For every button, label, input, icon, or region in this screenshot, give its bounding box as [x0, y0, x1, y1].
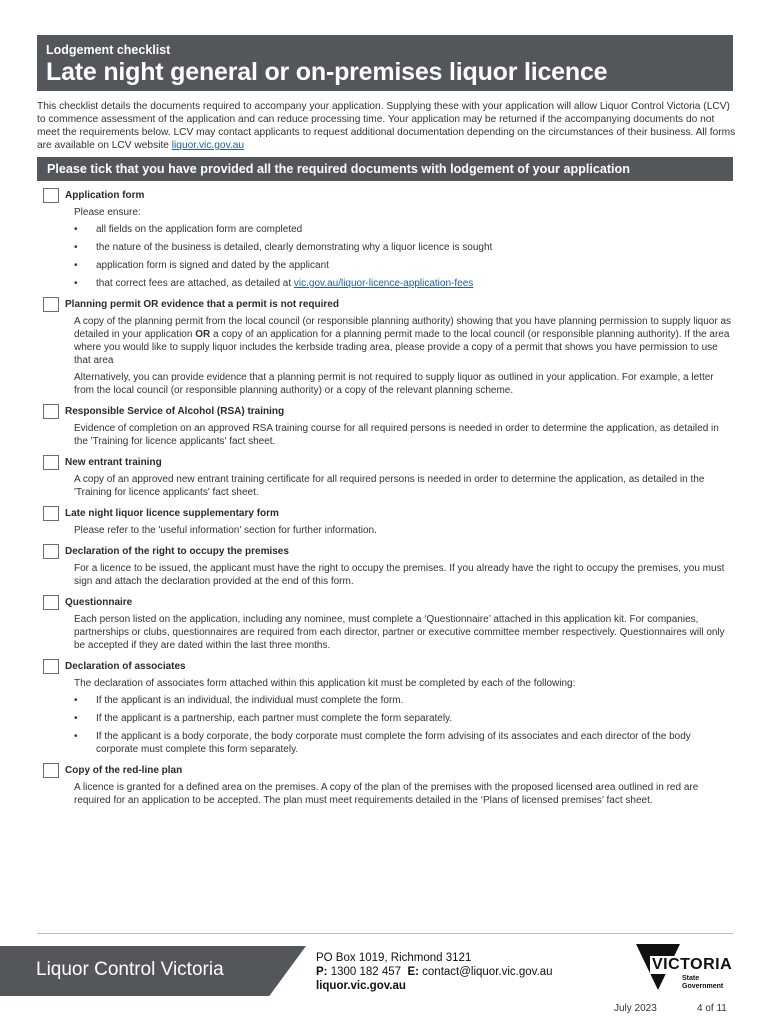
bullet-item: • application form is signed and dated by the applicant: [74, 259, 735, 272]
bullet-list: [74, 223, 735, 290]
logo-sub-line: Government: [682, 983, 724, 990]
checklist-item-paragraph: A copy of an approved new entrant training certificate for all required persons is needed in order to determine the application, as detailed in the 'Training for licence applicants' fact sheet.: [74, 474, 705, 498]
checklist-item-title: Declaration of associates: [65, 661, 186, 672]
footer-phone-email: [316, 965, 553, 979]
or-emphasis: OR: [195, 329, 211, 340]
checklist-item-title: New entrant training: [65, 457, 162, 468]
checklist-item-title: Late night liquor licence supplementary form: [65, 508, 279, 519]
document-date: July 2023: [614, 1003, 657, 1014]
checklist: [43, 188, 735, 814]
paragraph-text: A copy of the planning permit from the local council (or responsible planning authority) showing that you have planning permission to supply liquor as detailed in your application: [74, 316, 732, 340]
checklist-item-supplementary-form: [43, 506, 735, 537]
checklist-item-paragraph: A licence is granted for a defined area on the premises. A copy of the plan of the premises with the proposed licensed area outlined in red are required for an application to be accepted. The plan must meet requirements detailed in the ‘Plans of licensed premises’ fact sheet.: [74, 782, 699, 806]
logo-subtext: [682, 975, 723, 991]
checklist-item-red-line-plan: [43, 763, 735, 807]
checklist-item-questionnaire: [43, 595, 735, 652]
footer-divider: [37, 933, 733, 934]
paragraph-text: a copy of an application for a planning permit made to the local council (or responsible planning authority). If the area where you would like to supply liquor includes the kerbside trading area, please provide a copy of a permit that shows you have permission to use that area: [74, 329, 730, 366]
intro-text: This checklist details the documents required to accompany your application. Supplying these with your application will allow Liquor Control Victoria (LCV) to commence assessment of the application and can reduce processing time. Your application may be returned if the accompanying documents do not meet the requirements below. LCV may contact applicants to request additional documentation depending on the circumstances of their business. All forms are available on LCV website: [37, 101, 736, 151]
checklist-item-body: [65, 562, 735, 588]
page-number: 4 of 11: [697, 1003, 727, 1014]
right-to-occupy-checkbox[interactable]: [43, 544, 59, 559]
new-entrant-training-checkbox[interactable]: [43, 455, 59, 470]
logo-word: VICTORIA: [652, 956, 733, 973]
checklist-item-declaration-of-associates: [43, 659, 735, 756]
bullet-item: • If the applicant is a partnership, each partner must complete the form separately.: [74, 712, 735, 725]
checklist-item-lead: Please ensure:: [74, 207, 141, 218]
checklist-item-body: [65, 315, 735, 397]
checklist-item-body: [65, 473, 735, 499]
bullet-item: • If the applicant is an individual, the individual must complete the form.: [74, 694, 735, 707]
checklist-item-paragraph: Please refer to the 'useful information' section for further information.: [74, 525, 377, 536]
page-title: Late night general or on-premises liquor licence: [46, 58, 608, 86]
checklist-item-paragraph: Evidence of completion on an approved RSA training course for all required persons is needed in order to determine the application, as detailed in the 'Training for licence applicants' fact sheet.: [74, 423, 719, 447]
checklist-item-body: [65, 781, 735, 807]
red-line-plan-checkbox[interactable]: [43, 763, 59, 778]
checklist-item-body: [65, 524, 735, 537]
email-label: E:: [407, 966, 419, 978]
footer-address: PO Box 1019, Richmond 3121: [316, 952, 472, 964]
checklist-item-body: [65, 422, 735, 448]
document-header: [37, 35, 733, 91]
checklist-item-title: Questionnaire: [65, 597, 133, 608]
questionnaire-checkbox[interactable]: [43, 595, 59, 610]
website-text[interactable]: liquor.vic.gov.au: [316, 980, 406, 992]
rsa-training-checkbox[interactable]: [43, 404, 59, 419]
checklist-item-title: Application form: [65, 190, 145, 201]
bullet-item: • the nature of the business is detailed, clearly demonstrating why a liquor licence is sought: [74, 241, 735, 254]
checklist-item-rsa-training: [43, 404, 735, 448]
bullet-item: • all fields on the application form are completed: [74, 223, 735, 236]
checklist-item-application-form: [43, 188, 735, 290]
checklist-item-paragraph: [74, 315, 735, 367]
checklist-item-body: [65, 677, 735, 756]
instruction-bar: Please tick that you have provided all the required documents with lodgement of your application: [37, 157, 733, 181]
checklist-item-planning-permit: [43, 297, 735, 397]
checklist-item-lead: The declaration of associates form attached within this application kit must be completed by each of the following:: [74, 678, 576, 689]
bullet-text: that correct fees are attached, as detailed at: [96, 278, 294, 289]
checklist-item-new-entrant-training: [43, 455, 735, 499]
supplementary-form-checkbox[interactable]: [43, 506, 59, 521]
footer-contact: [316, 951, 553, 993]
checklist-item-title: Declaration of the right to occupy the premises: [65, 546, 289, 557]
checklist-item-right-to-occupy: [43, 544, 735, 588]
email-address[interactable]: contact@liquor.vic.gov.au: [422, 966, 553, 978]
planning-permit-checkbox[interactable]: [43, 297, 59, 312]
checklist-item-body: [65, 206, 735, 290]
logo-sub-line: State: [682, 975, 700, 982]
bullet-item: • If the applicant is a body corporate, the body corporate must complete the form advising of its associates and each director of the body corporate must complete this form separately.: [74, 730, 735, 756]
phone-number: 1300 182 457: [330, 966, 402, 978]
checklist-item-title: Planning permit OR evidence that a permit is not required: [65, 299, 339, 310]
intro-paragraph: [37, 100, 737, 152]
footer-website[interactable]: [316, 979, 553, 993]
checklist-item-body: [65, 613, 735, 652]
checklist-item-paragraph: For a licence to be issued, the applicant must have the right to occupy the premises. If you already have the right to occupy the premises, you must sign and attach the declaration provided at the end of this form.: [74, 563, 725, 587]
bullet-list: [74, 694, 735, 756]
checklist-item-paragraph: Each person listed on the application, including any nominee, must complete a ‘Questionnaire’ attached in this application kit. For companies, partnerships or clubs, questionnaires are required from each director, partner or executive committee member respectively. Questionnaires will only be accepted if they are dated within the last three months.: [74, 614, 725, 651]
declaration-of-associates-checkbox[interactable]: [43, 659, 59, 674]
fees-link[interactable]: vic.gov.au/liquor-licence-application-fees: [293, 278, 474, 289]
footer-brand-name: Liquor Control Victoria: [36, 959, 224, 980]
intro-website-link[interactable]: liquor.vic.gov.au: [171, 140, 245, 151]
victoria-state-government-logo: [636, 942, 736, 994]
application-form-checkbox[interactable]: [43, 188, 59, 203]
checklist-item-title: Responsible Service of Alcohol (RSA) training: [65, 406, 285, 417]
header-kicker: Lodgement checklist: [46, 43, 171, 57]
phone-label: P:: [316, 966, 328, 978]
checklist-item-paragraph: Alternatively, you can provide evidence that a planning permit is not required to supply liquor as outlined in your application. For example, a letter from the local council (or responsible planning authority) or a copy of the relevant planning scheme.: [74, 372, 714, 396]
bullet-item: [74, 277, 735, 290]
checklist-item-title: Copy of the red-line plan: [65, 765, 183, 776]
